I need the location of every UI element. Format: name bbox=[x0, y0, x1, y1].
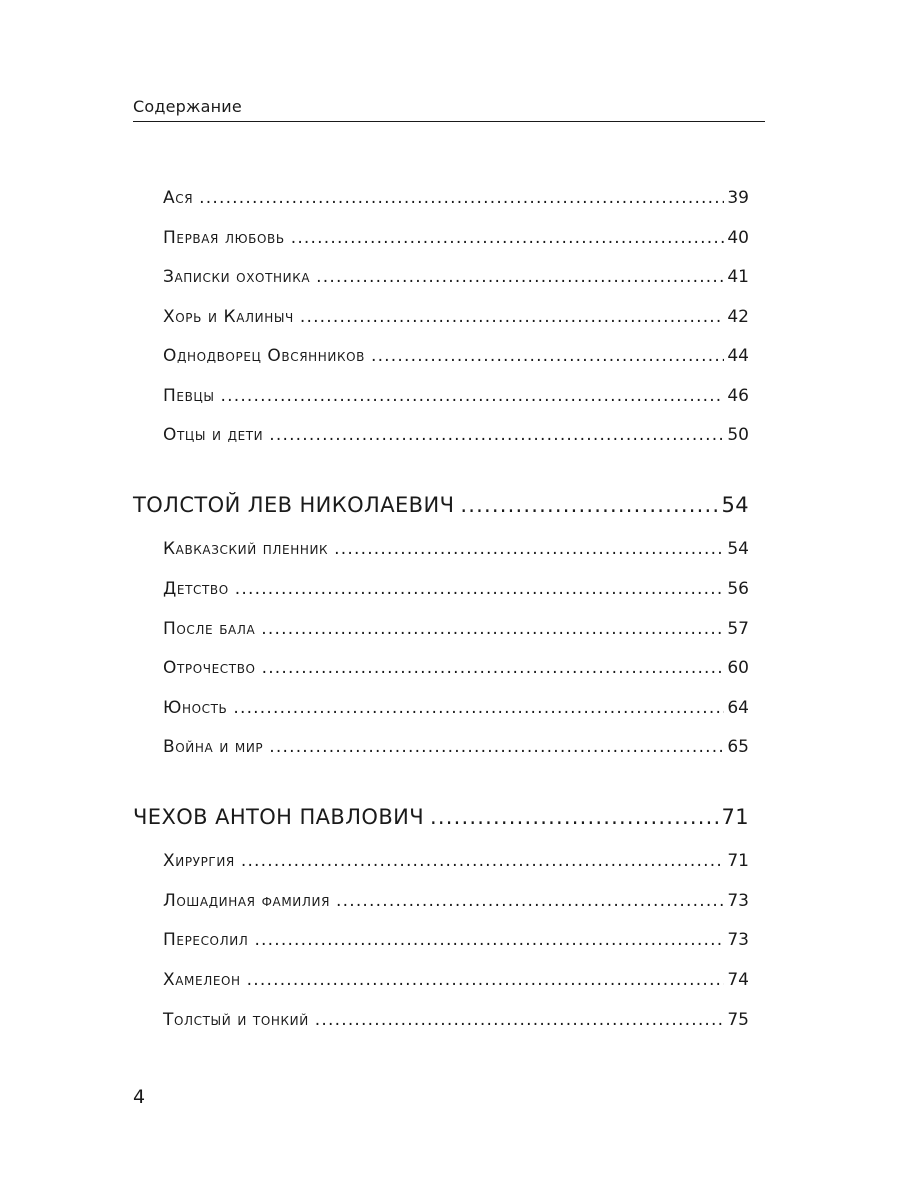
dot-leader bbox=[247, 970, 725, 990]
dot-leader bbox=[336, 891, 724, 911]
toc-entry-page: 46 bbox=[727, 386, 749, 406]
toc-entry-title: Пересолил bbox=[163, 930, 249, 950]
toc-entry-title: Лошадиная фамилия bbox=[163, 891, 331, 911]
toc-entry-title: Отрочество bbox=[163, 658, 256, 678]
dot-leader bbox=[269, 425, 724, 445]
toc-entry-title: Толстый и тонкий bbox=[163, 1010, 309, 1030]
toc-entry-page: 42 bbox=[727, 307, 749, 327]
toc-author-entry bbox=[133, 493, 749, 517]
toc-entry-page: 73 bbox=[727, 891, 749, 911]
toc-entry-title: Отцы и дети bbox=[163, 425, 264, 445]
dot-leader bbox=[300, 307, 724, 327]
toc-entry bbox=[163, 539, 749, 559]
toc-entry bbox=[163, 228, 749, 248]
toc-entry bbox=[163, 1010, 749, 1030]
toc-entry-page: 73 bbox=[727, 930, 749, 950]
toc-entry-title: Кавказский пленник bbox=[163, 539, 329, 559]
toc-entry-page: 54 bbox=[721, 493, 749, 517]
dot-leader bbox=[261, 619, 724, 639]
toc-entry-title: Хирургия bbox=[163, 851, 235, 871]
toc-entry bbox=[163, 188, 749, 208]
toc-entry-page: 39 bbox=[727, 188, 749, 208]
toc-entry-page: 50 bbox=[727, 425, 749, 445]
toc-entry-page: 60 bbox=[727, 658, 749, 678]
toc-entry bbox=[163, 386, 749, 406]
toc-entry-title: Записки охотника bbox=[163, 267, 311, 287]
toc-entry-page: 71 bbox=[721, 805, 749, 829]
toc-author-entry bbox=[133, 805, 749, 829]
dot-leader bbox=[254, 930, 724, 950]
dot-leader bbox=[262, 658, 725, 678]
toc-entry bbox=[163, 346, 749, 366]
dot-leader bbox=[460, 493, 718, 517]
toc-entry-title: ЧЕХОВ АНТОН ПАВЛОВИЧ bbox=[133, 805, 425, 829]
toc-entry-title: Хорь и Калиныч bbox=[163, 307, 294, 327]
running-head: Содержание bbox=[133, 97, 242, 116]
dot-leader bbox=[221, 386, 725, 406]
toc-entry bbox=[163, 658, 749, 678]
toc-entry-title: Хамелеон bbox=[163, 970, 241, 990]
toc-entry-page: 41 bbox=[727, 267, 749, 287]
toc-entry-page: 44 bbox=[727, 346, 749, 366]
toc-entry-title: Ася bbox=[163, 188, 194, 208]
dot-leader bbox=[315, 1010, 725, 1030]
dot-leader bbox=[316, 267, 724, 287]
page-number: 4 bbox=[133, 1086, 146, 1108]
toc-entry-page: 75 bbox=[727, 1010, 749, 1030]
toc-entry bbox=[163, 970, 749, 990]
toc-entry bbox=[163, 579, 749, 599]
dot-leader bbox=[430, 805, 718, 829]
toc-entry bbox=[163, 619, 749, 639]
toc-entry-page: 57 bbox=[727, 619, 749, 639]
toc-entry-page: 40 bbox=[727, 228, 749, 248]
toc-entry-title: Детство bbox=[163, 579, 229, 599]
toc-entry-title: Певцы bbox=[163, 386, 215, 406]
toc-entry-title: Юность bbox=[163, 698, 228, 718]
dot-leader bbox=[241, 851, 725, 871]
toc-entry bbox=[163, 267, 749, 287]
toc-entry-page: 54 bbox=[727, 539, 749, 559]
toc-entry-title: Первая любовь bbox=[163, 228, 285, 248]
dot-leader bbox=[371, 346, 724, 366]
toc-entry-page: 56 bbox=[727, 579, 749, 599]
toc-entry bbox=[163, 698, 749, 718]
toc-entry bbox=[163, 737, 749, 757]
dot-leader bbox=[233, 698, 724, 718]
toc-entry bbox=[163, 891, 749, 911]
toc-entry-page: 71 bbox=[727, 851, 749, 871]
toc-entry-title: Война и мир bbox=[163, 737, 264, 757]
dot-leader bbox=[269, 737, 724, 757]
dot-leader bbox=[291, 228, 725, 248]
toc-entry-title: Однодворец Овсянников bbox=[163, 346, 365, 366]
toc-entry bbox=[163, 930, 749, 950]
toc-entry-title: После бала bbox=[163, 619, 256, 639]
toc-entry-page: 65 bbox=[727, 737, 749, 757]
dot-leader bbox=[199, 188, 724, 208]
dot-leader bbox=[235, 579, 725, 599]
toc-entry bbox=[163, 851, 749, 871]
toc-entry-title: ТОЛСТОЙ ЛЕВ НИКОЛАЕВИЧ bbox=[133, 493, 455, 517]
toc-entry bbox=[163, 307, 749, 327]
toc-entry bbox=[163, 425, 749, 445]
toc-entry-page: 74 bbox=[727, 970, 749, 990]
toc-entry-page: 64 bbox=[727, 698, 749, 718]
dot-leader bbox=[334, 539, 724, 559]
